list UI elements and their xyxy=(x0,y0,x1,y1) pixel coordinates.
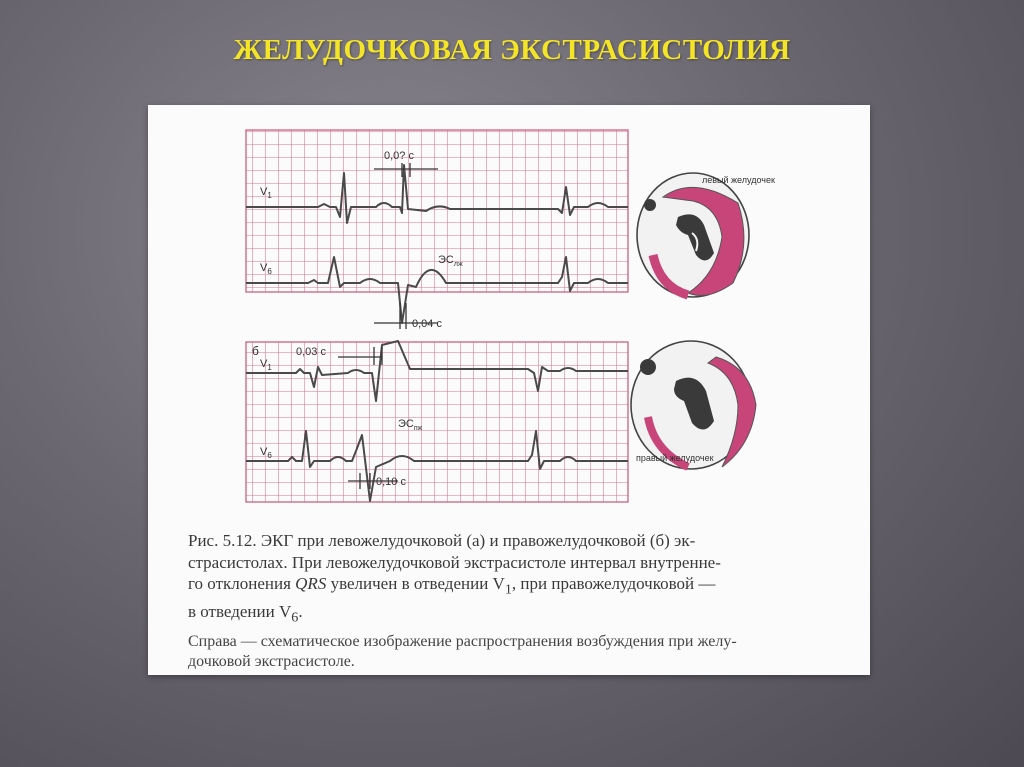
lead-label-a-v6: $V_6$ xyxy=(260,262,272,276)
diagram-label-right: правый желудочек xyxy=(636,453,714,463)
heart-diagram-right-ventricle xyxy=(631,341,756,469)
figure-card xyxy=(148,105,870,675)
beat-label-b: $ЭС_{пж}$ xyxy=(398,418,423,432)
caption-line-4: в отведении $V_6$. xyxy=(188,601,303,626)
diagram-label-left: левый желудочек xyxy=(702,175,775,185)
panel-letter-b: б xyxy=(252,344,259,358)
ecg-figure xyxy=(148,105,870,530)
beat-label-a: $ЭС_{лж}$ xyxy=(438,254,463,268)
caption-line-3: го отклонения QRS увеличен в отведении $V_1$, при правожелудочковой — xyxy=(188,574,716,598)
heart-diagram-left-ventricle xyxy=(637,173,775,297)
ecg-grid-panel-a xyxy=(246,130,628,292)
slide-title: ЖЕЛУДОЧКОВАЯ ЭКСТРАСИСТОЛИЯ xyxy=(233,34,791,66)
interval-label-b-v1: 0,03 с xyxy=(296,346,326,358)
lead-label-b-v6: $V_6$ xyxy=(260,446,272,460)
caption-note: Справа — схематическое изображение распространения возбуждения при желу- дочковой экстрасистоле. xyxy=(188,632,737,670)
figure-caption xyxy=(188,530,848,672)
interval-label-a-v1: 0,0? c xyxy=(384,150,414,162)
lead-label-b-v1: $V_1$ xyxy=(260,358,272,372)
lead-label-a-v1: $V_1$ xyxy=(260,186,272,200)
interval-label-a-v6: 0,04 с xyxy=(412,318,442,330)
ecg-grid-panel-b xyxy=(246,342,628,502)
interval-label-b-v6: 0,10 с xyxy=(376,476,406,488)
caption-line-2: страсистолах. При левожелудочковой экстрасистоле интервал внутренне- xyxy=(188,552,721,572)
caption-line-1: Рис. 5.12. ЭКГ при левожелудочковой (а) и правожелудочковой (б) эк- xyxy=(188,531,696,550)
